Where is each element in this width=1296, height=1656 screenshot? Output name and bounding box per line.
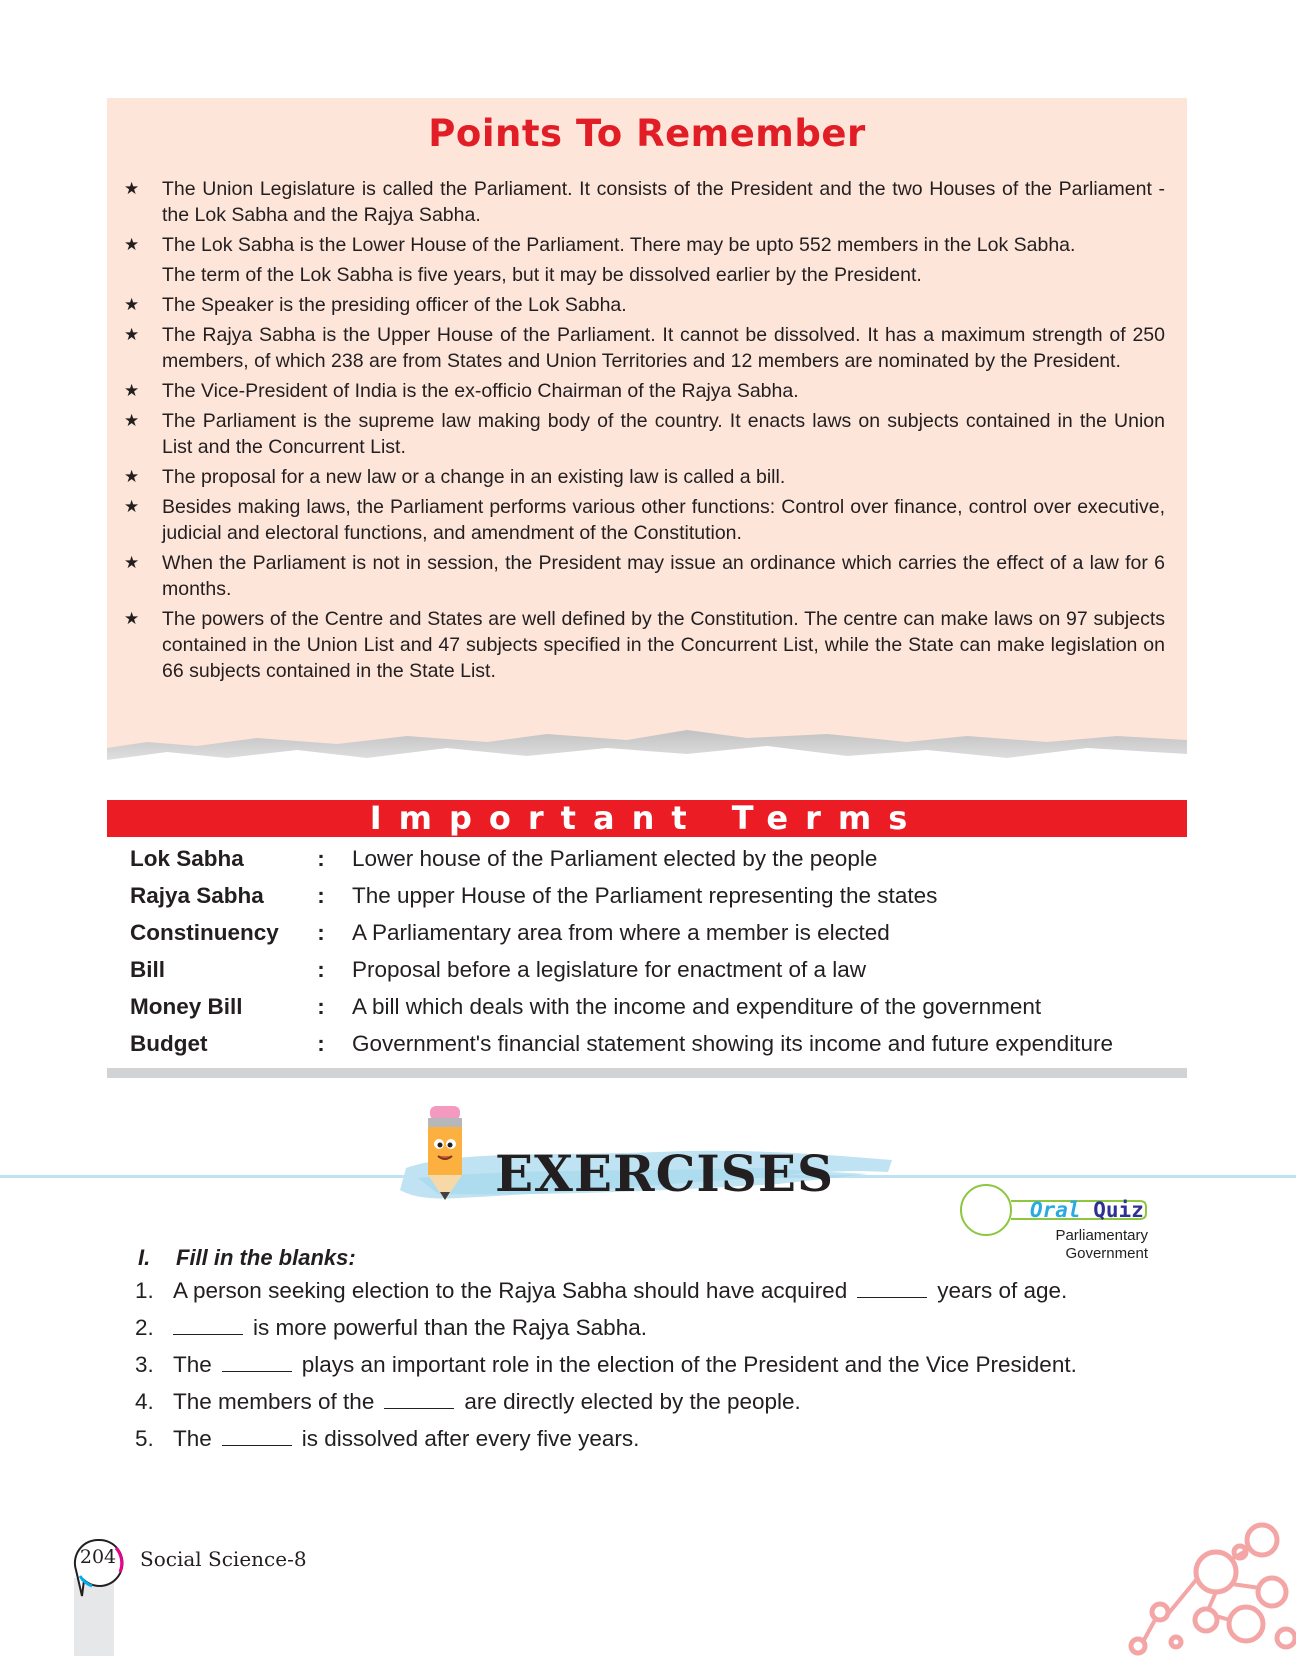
term-separator: : xyxy=(317,919,325,945)
point-item: ★ The Parliament is the supreme law making body of the country. It enacts laws on subjects contained in the Union List and the Concurrent List. xyxy=(124,410,1165,458)
important-terms-heading: Important Terms xyxy=(107,800,1187,837)
points-title: Points To Remember xyxy=(428,112,866,155)
question-item: 5. The is dissolved after every five years. xyxy=(135,1426,640,1451)
answer-blank[interactable] xyxy=(384,1388,454,1409)
star-icon: ★ xyxy=(124,553,140,572)
exercises-title: EXERCISES xyxy=(495,1144,835,1203)
terms-table xyxy=(130,840,1170,1062)
term-separator: : xyxy=(317,993,325,1019)
section-title: Fill in the blanks: xyxy=(176,1245,356,1270)
star-icon: ★ xyxy=(124,381,140,400)
circles-decoration xyxy=(1120,1520,1296,1656)
term-name: Rajya Sabha xyxy=(130,882,264,908)
answer-blank[interactable] xyxy=(857,1277,927,1298)
terms-bottom-rule xyxy=(107,1068,1187,1078)
question-list xyxy=(135,1272,1077,1457)
star-icon: ★ xyxy=(124,295,140,314)
point-item: ★ The proposal for a new law or a change in an existing law is called a bill. xyxy=(124,466,786,488)
term-row xyxy=(130,1025,1170,1062)
term-definition: Government's financial statement showing its income and future expenditure xyxy=(352,1030,1113,1056)
point-item: ★ The powers of the Centre and States are well defined by the Constitution. The centre can make laws on 97 subjects contained in the Union List and 47 subjects specified in the Concurrent List, while the State can make legislation on 66 subjects contained in the State List. xyxy=(124,608,1165,682)
term-separator: : xyxy=(317,845,325,871)
section-number: I. xyxy=(138,1245,151,1270)
answer-blank[interactable] xyxy=(173,1314,243,1335)
star-icon: ★ xyxy=(124,497,140,516)
star-icon: ★ xyxy=(124,411,140,430)
term-name: Money Bill xyxy=(130,993,243,1019)
star-icon: ★ xyxy=(124,235,140,254)
term-separator: : xyxy=(317,882,325,908)
point-item: ★ The Lok Sabha is the Lower House of the Parliament. There may be upto 552 members in the Lok Sabha. xyxy=(124,234,1076,256)
point-item: ★ The Speaker is the presiding officer of the Lok Sabha. xyxy=(124,294,627,316)
term-row xyxy=(130,951,1170,988)
term-definition: A bill which deals with the income and expenditure of the government xyxy=(352,993,1042,1019)
points-list xyxy=(120,176,1165,688)
term-separator: : xyxy=(317,956,325,982)
term-row xyxy=(130,840,1170,877)
section-heading xyxy=(138,1245,356,1271)
term-row xyxy=(130,877,1170,914)
term-separator: : xyxy=(317,1030,325,1056)
point-item: ★ The Union Legislature is called the Parliament. It consists of the President and the two Houses of the Parliament - the Lok Sabha and the Rajya Sabha. xyxy=(124,178,1165,226)
term-definition: Lower house of the Parliament elected by the people xyxy=(352,845,878,871)
question-item: 1. A person seeking election to the Rajya Sabha should have acquired years of age. xyxy=(135,1278,1068,1303)
answer-blank[interactable] xyxy=(222,1351,292,1372)
point-item: ★ The Vice-President of India is the ex-officio Chairman of the Rajya Sabha. xyxy=(124,380,799,402)
term-definition: The upper House of the Parliament representing the states xyxy=(352,882,938,908)
question-item: 2. is more powerful than the Rajya Sabha. xyxy=(135,1315,647,1340)
question-item: 3. The plays an important role in the election of the President and the Vice President. xyxy=(135,1352,1077,1377)
point-item: ★ Besides making laws, the Parliament performs various other functions: Control over finance, control over executive, judicial and electoral functions, and amendment of the Constitution. xyxy=(124,496,1165,544)
term-row xyxy=(130,914,1170,951)
term-name: Budget xyxy=(130,1030,208,1056)
term-name: Constinuency xyxy=(130,919,279,945)
term-name: Bill xyxy=(130,956,166,982)
star-icon: ★ xyxy=(124,609,140,628)
point-item: ★ The Rajya Sabha is the Upper House of the Parliament. It cannot be dissolved. It has a maximum strength of 250 members, of which 238 are from States and Union Territories and 12 members are nominated by the President. xyxy=(124,324,1165,372)
star-icon: ★ xyxy=(124,179,140,198)
pencil-mascot-icon xyxy=(418,1104,474,1202)
point-item: ★ When the Parliament is not in session, the President may issue an ordinance which carries the effect of a law for 6 months. xyxy=(124,552,1165,600)
star-icon: ★ xyxy=(124,325,140,344)
torn-edge-decoration xyxy=(107,708,1187,788)
term-name: Lok Sabha xyxy=(130,845,244,871)
oral-quiz-label xyxy=(1030,1198,1144,1222)
oral-word: Oral xyxy=(1030,1198,1081,1222)
term-definition: A Parliamentary area from where a member is elected xyxy=(352,919,890,945)
answer-blank[interactable] xyxy=(222,1425,292,1446)
term-definition: Proposal before a legislature for enactment of a law xyxy=(352,956,867,982)
point-continuation: The term of the Lok Sabha is five years, but it may be dissolved earlier by the President. xyxy=(162,264,922,286)
quiz-word: Quiz xyxy=(1093,1198,1144,1222)
question-item: 4. The members of the are directly elected by the people. xyxy=(135,1389,801,1414)
page-number: 204 xyxy=(79,1546,117,1568)
oral-quiz-topic: Parliamentary Government xyxy=(1055,1227,1148,1262)
star-icon: ★ xyxy=(124,467,140,486)
book-title: Social Science-8 xyxy=(140,1547,307,1571)
term-row xyxy=(130,988,1170,1025)
